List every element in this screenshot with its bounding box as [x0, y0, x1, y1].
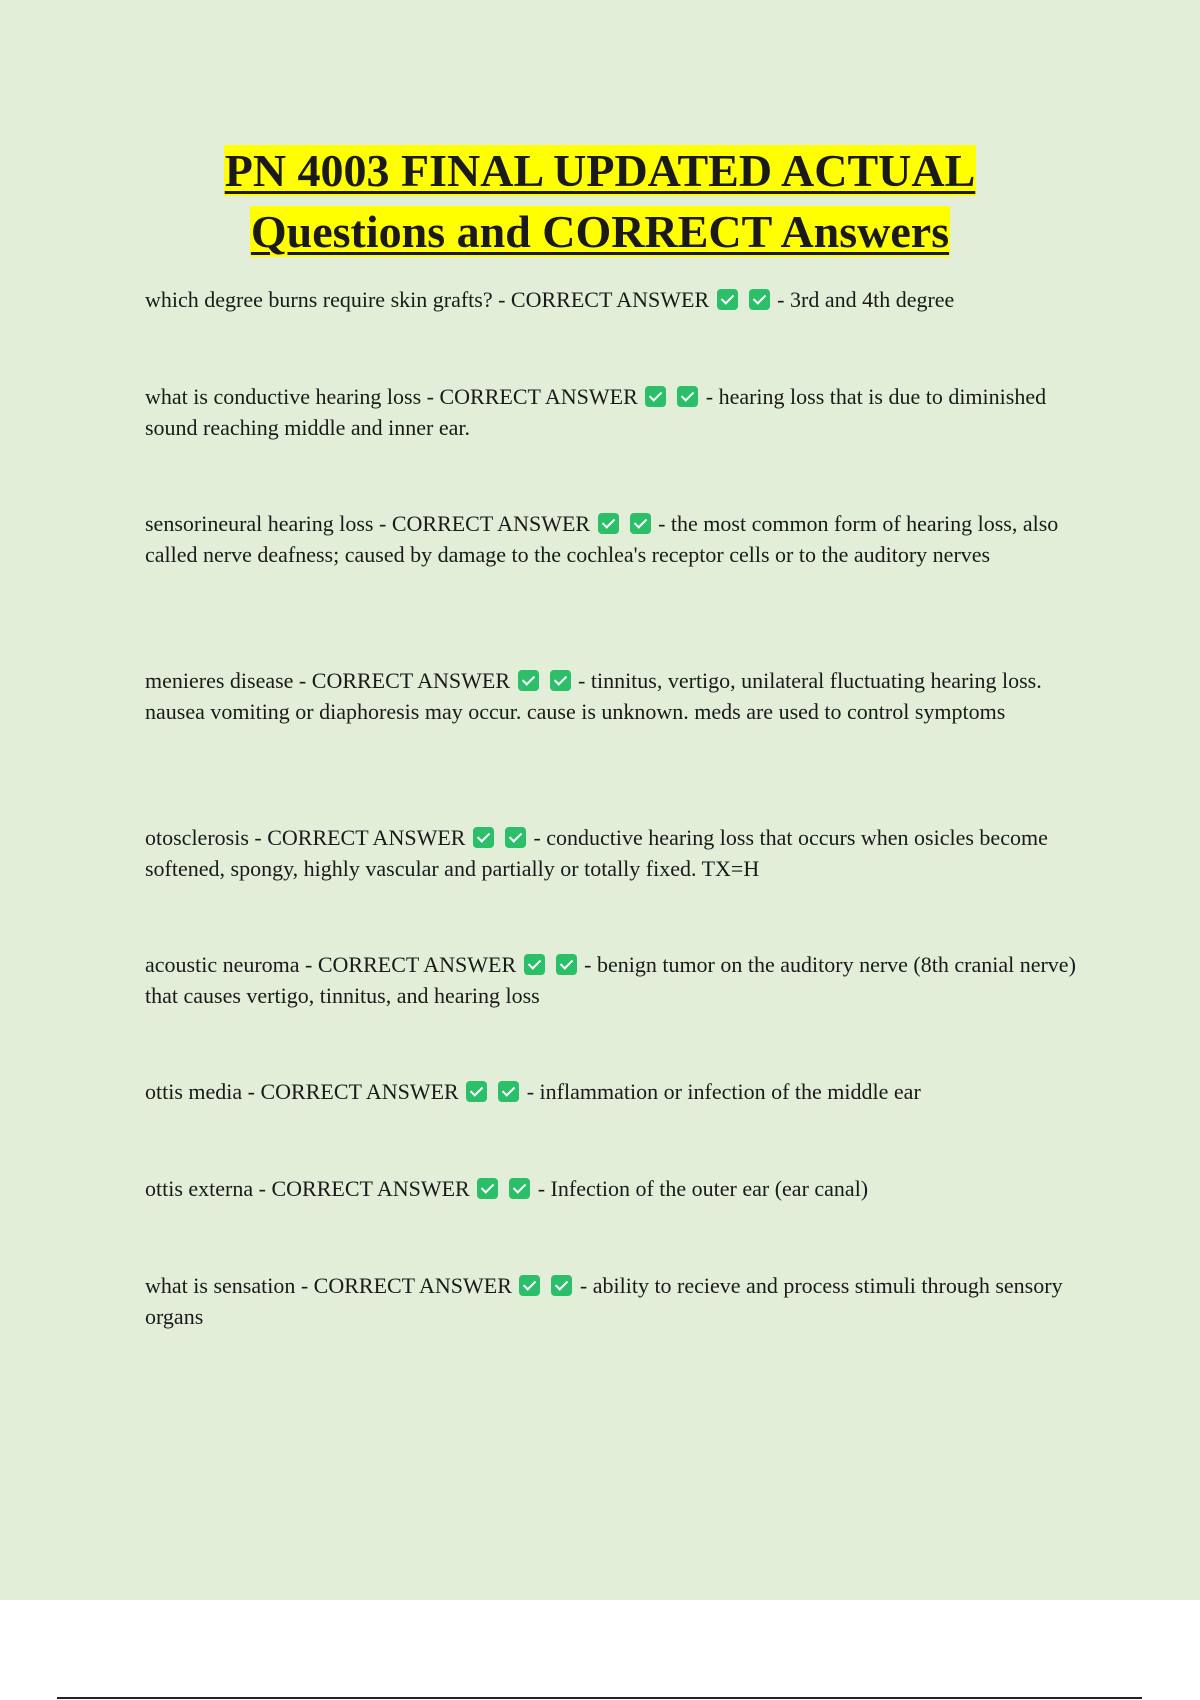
- qa-answer: - ability to recieve and process stimuli through sensory organs: [145, 1273, 1063, 1329]
- qa-answer: - 3rd and 4th degree: [777, 287, 955, 312]
- correct-answer-label: CORRECT ANSWER: [439, 384, 638, 409]
- title-line-1: PN 4003 FINAL UPDATED ACTUAL: [224, 145, 976, 196]
- check-mark-icon: [677, 386, 698, 407]
- correct-answer-label: CORRECT ANSWER: [317, 952, 517, 977]
- qa-answer: - the most common form of hearing loss, also called nerve deafness; caused by damage to the cochlea's receptor cells or to the auditory nerves: [145, 511, 1059, 567]
- qa-answer: - Infection of the outer ear (ear canal): [537, 1176, 869, 1201]
- qa-question: acoustic neuroma -: [145, 952, 318, 977]
- title-line-2: Questions and CORRECT Answers: [250, 206, 950, 257]
- qa-answer: - benign tumor on the auditory nerve (8th cranial nerve) that causes vertigo, tinnitus, and hearing loss: [145, 952, 1076, 1008]
- qa-item: [145, 665, 1085, 727]
- correct-answer-label: CORRECT ANSWER: [260, 1079, 459, 1104]
- correct-answer-label: CORRECT ANSWER: [313, 1273, 512, 1298]
- correct-answer-label: CORRECT ANSWER: [311, 668, 511, 693]
- check-mark-icon: [519, 1275, 540, 1296]
- check-mark-icon: [524, 954, 545, 975]
- qa-item: [145, 949, 1085, 1011]
- qa-item: [145, 1270, 1085, 1332]
- check-mark-icon: [509, 1178, 530, 1199]
- qa-item: [145, 284, 1085, 315]
- check-mark-icon: [598, 513, 619, 534]
- qa-answer: - hearing loss that is due to diminished sound reaching middle and inner ear.: [145, 384, 1047, 440]
- qa-question: otosclerosis -: [145, 825, 268, 850]
- qa-answer: - conductive hearing loss that occurs when osicles become softened, spongy, highly vascular and partially or totally fixed. TX=H: [145, 825, 1048, 881]
- qa-item: [145, 1173, 1085, 1204]
- check-mark-icon: [505, 827, 526, 848]
- qa-answer: - tinnitus, vertigo, unilateral fluctuating hearing loss. nausea vomiting or diaphoresis may occur. cause is unknown. meds are used to control symptoms: [145, 668, 1042, 724]
- check-mark-icon: [717, 289, 738, 310]
- correct-answer-label: CORRECT ANSWER: [391, 511, 591, 536]
- qa-question: what is sensation -: [145, 1273, 314, 1298]
- qa-question: ottis externa -: [145, 1176, 272, 1201]
- document-title: [0, 140, 1200, 262]
- check-mark-icon: [477, 1178, 498, 1199]
- check-mark-icon: [518, 670, 539, 691]
- check-mark-icon: [498, 1081, 519, 1102]
- check-mark-icon: [645, 386, 666, 407]
- check-mark-icon: [473, 827, 494, 848]
- correct-answer-label: CORRECT ANSWER: [267, 825, 466, 850]
- check-mark-icon: [749, 289, 770, 310]
- qa-question: ottis media -: [145, 1079, 261, 1104]
- correct-answer-label: CORRECT ANSWER: [271, 1176, 470, 1201]
- check-mark-icon: [556, 954, 577, 975]
- qa-question: sensorineural hearing loss -: [145, 511, 392, 536]
- qa-item: [145, 822, 1085, 884]
- qa-answer: - inflammation or infection of the middle ear: [526, 1079, 921, 1104]
- check-mark-icon: [550, 670, 571, 691]
- qa-question: which degree burns require skin grafts? -: [145, 287, 511, 312]
- check-mark-icon: [466, 1081, 487, 1102]
- qa-item: [145, 508, 1085, 570]
- qa-item: [145, 381, 1085, 443]
- check-mark-icon: [551, 1275, 572, 1296]
- qa-question: what is conductive hearing loss -: [145, 384, 440, 409]
- qa-item: [145, 1076, 1085, 1107]
- footer-divider: [57, 1697, 1142, 1699]
- correct-answer-label: CORRECT ANSWER: [510, 287, 710, 312]
- qa-question: menieres disease -: [145, 668, 312, 693]
- check-mark-icon: [630, 513, 651, 534]
